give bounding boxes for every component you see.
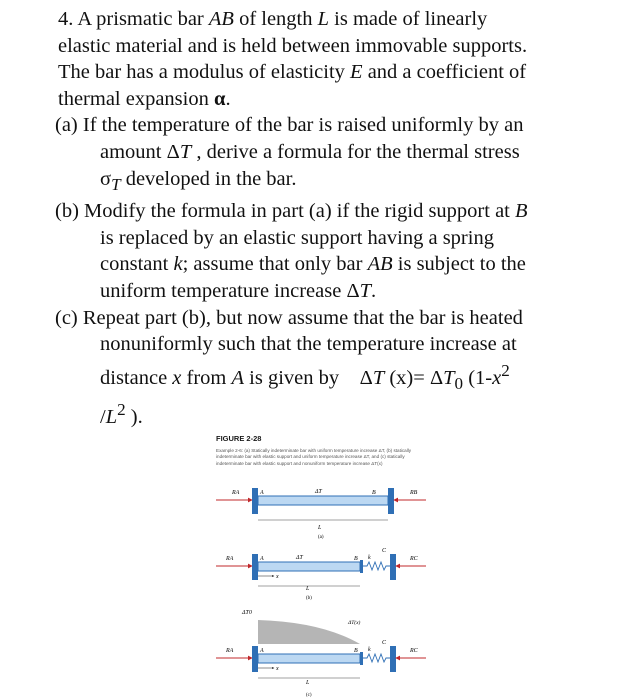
label-B-b: B bbox=[354, 556, 358, 562]
part-b-line-2: is replaced by an elastic support having a spring bbox=[100, 226, 494, 249]
label-A-c: A bbox=[260, 648, 264, 654]
label-C-b: C bbox=[382, 548, 387, 554]
label-part-a: (a) bbox=[318, 535, 324, 540]
label-x-c: x bbox=[276, 666, 279, 672]
label-RA-a: RA bbox=[232, 490, 240, 496]
intro-line-4: thermal expansion α. bbox=[58, 87, 231, 110]
bar-c bbox=[258, 654, 360, 663]
support-A-b bbox=[252, 554, 258, 580]
part-c-line-1: (c) Repeat part (b), but now assume that the bar is heated bbox=[55, 306, 523, 329]
label-k-c: k bbox=[368, 647, 371, 653]
label-L-c: L bbox=[306, 680, 310, 686]
support-C-b bbox=[390, 554, 396, 580]
support-A-a bbox=[252, 488, 258, 514]
part-a-line-1: (a) If the temperature of the bar is raised uniformly by an bbox=[55, 114, 524, 137]
figure-diagram bbox=[212, 432, 430, 700]
figure-caption: Example 2-6: (a) Statically indeterminate bar with uniform temperature increase ΔT, (b) statically indeterminate bar with elastic support and uniform temperature increase ΔT, and (c) statically indeterminate bar with elastic support and nonuniform temperature increase ΔT(x) bbox=[216, 448, 412, 466]
figure-title: FIGURE 2-28 bbox=[216, 434, 262, 443]
diagram-a bbox=[216, 488, 426, 540]
label-C-c: C bbox=[382, 640, 387, 646]
part-a-line-2: amount ΔT , derive a formula for the thermal stress bbox=[100, 140, 520, 163]
label-RA-b: RA bbox=[226, 556, 234, 562]
label-A-b: A bbox=[260, 556, 264, 562]
label-RB-a: RB bbox=[410, 490, 418, 496]
part-c-line-3: distance x from A is given by ΔT $(x)= \Delta T_0$ ($1-x^2$ bbox=[100, 360, 510, 393]
part-a-line-3: $\sigma_T$ developed in the bar. bbox=[100, 167, 297, 194]
label-part-b: (b) bbox=[306, 596, 312, 601]
label-dT-b: ΔT bbox=[296, 555, 303, 561]
label-k-b: k bbox=[368, 555, 371, 561]
intro-line-3: The bar has a modulus of elasticity E and a coefficient of bbox=[58, 61, 527, 84]
label-part-c: (c) bbox=[306, 693, 312, 698]
plate-B-c bbox=[360, 652, 363, 665]
part-b-line-4: uniform temperature increase ΔT. bbox=[100, 280, 377, 303]
part-c-line-2: nonuniformly such that the temperature increase at bbox=[100, 333, 517, 356]
diagram-b bbox=[216, 548, 426, 601]
label-dT-a: ΔT bbox=[315, 489, 322, 495]
label-x-b: x bbox=[276, 574, 279, 580]
label-dT0-c: ΔT0 bbox=[242, 610, 252, 616]
label-RC-b: RC bbox=[410, 556, 418, 562]
support-B-a bbox=[388, 488, 394, 514]
support-A-c bbox=[252, 646, 258, 672]
label-B-a: B bbox=[372, 490, 376, 496]
temperature-distribution bbox=[258, 620, 360, 644]
part-b-line-1: (b) Modify the formula in part (a) if the rigid support at B bbox=[55, 200, 528, 223]
diagram-c bbox=[216, 610, 426, 698]
figure-2-28 bbox=[212, 432, 430, 700]
plate-B-b bbox=[360, 560, 363, 573]
label-RC-c: RC bbox=[410, 648, 418, 654]
spring-c bbox=[363, 654, 390, 662]
label-RA-c: RA bbox=[226, 648, 234, 654]
bar-a bbox=[258, 496, 388, 505]
label-dTx-c: ΔT(x) bbox=[348, 620, 361, 626]
intro-line-2: elastic material and is held between immovable supports. bbox=[58, 34, 528, 57]
label-L-b: L bbox=[306, 586, 310, 592]
part-b-line-3: constant k; assume that only bar AB is subject to the bbox=[100, 253, 526, 276]
spring-b bbox=[363, 562, 390, 570]
label-L-a: L bbox=[318, 525, 322, 531]
label-A-a: A bbox=[260, 490, 264, 496]
problem-statement bbox=[55, 6, 638, 431]
support-C-c bbox=[390, 646, 396, 672]
intro-line-1: 4. A prismatic bar AB of length L is made of linearly bbox=[58, 8, 488, 30]
label-B-c: B bbox=[354, 648, 358, 654]
part-c-line-4: $/L^2$ ). bbox=[100, 400, 143, 429]
bar-b bbox=[258, 562, 360, 571]
